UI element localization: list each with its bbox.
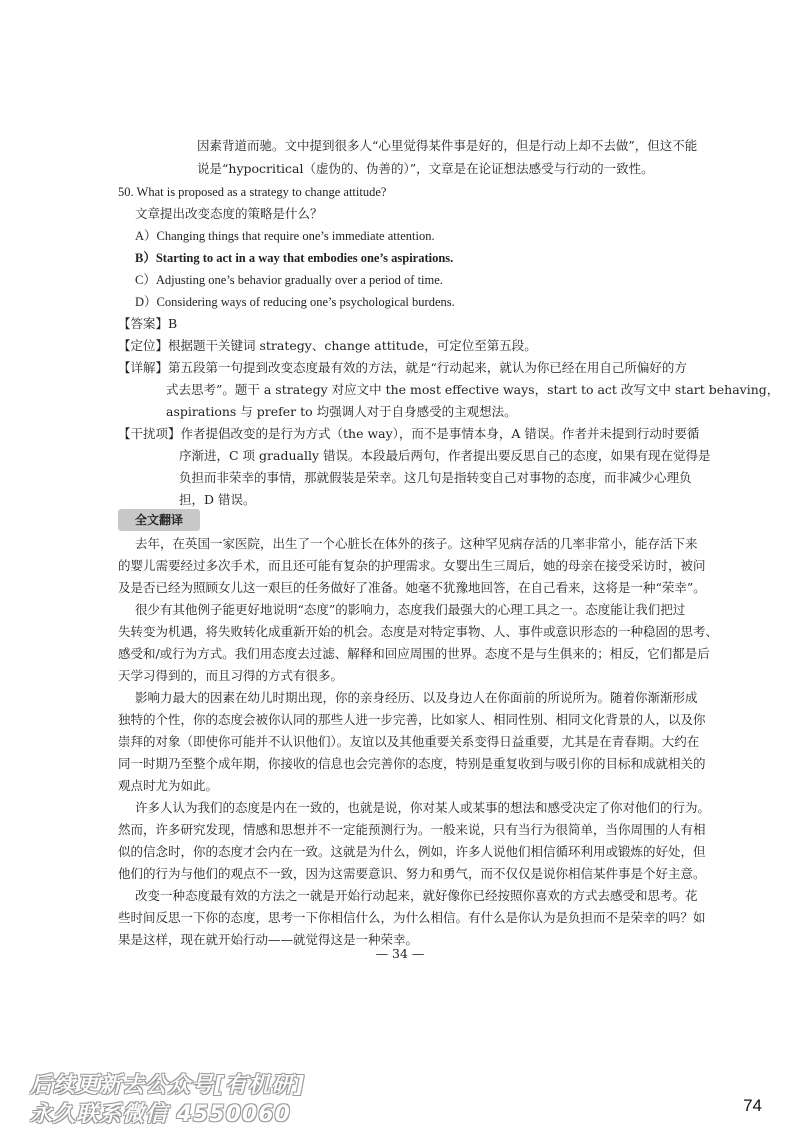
intro-line-1: 因素背道而驰。文中提到很多人“心里觉得某件事是好的，但是行动上却不去做”，但这不能 bbox=[197, 138, 698, 153]
translation-badge: 全文翻译 bbox=[118, 509, 200, 531]
translation-p1-line-1: 去年，在英国一家医院，出生了一个心脏长在体外的孩子。这种罕见病存活的几率非常小，能存活下来 bbox=[135, 536, 698, 551]
option-c: C）Adjusting one’s behavior gradually over a period of time. bbox=[135, 273, 443, 287]
translation-p3-line-4: 同一时期乃至整个成年期，你接收的信息也会完善你的态度，特别是重复收到与吸引你的目标和成就相关的 bbox=[118, 756, 706, 771]
detail-line-2: 式去思考”。题干 a strategy 对应文中 the most effective ways，start to act 改写文中 start behaving， bbox=[166, 382, 780, 397]
option-b: B）Starting to act in a way that embodies one’s aspirations. bbox=[135, 251, 454, 265]
corner-page-number: 74 bbox=[743, 1096, 762, 1115]
translation-p2-line-2: 失转变为机遇，将失败转化成重新开始的机会。态度是对特定事物、人、事件或意识形态的一种稳固的思考、 bbox=[118, 624, 719, 639]
translation-p4-line-2: 然而，许多研究发现，情感和思想并不一定能预测行为。一般来说，只有当行为很简单，当你周围的人有相 bbox=[118, 822, 706, 837]
answer-label: 【答案】B bbox=[118, 316, 178, 331]
page-number: — 34 — bbox=[375, 946, 425, 961]
distractor-line-2: 序渐进，C 项 gradually 错误。本段最后两句，作者提出要反思自己的态度，如果有现在觉得是 bbox=[179, 448, 711, 463]
translation-p4-line-3: 似的信念时，你的态度才会内在一致。这就是为什么，例如，许多人说他们相信循环利用或锻炼的好处，但 bbox=[118, 844, 706, 859]
translation-p3-line-3: 崇拜的对象（即使你可能并不认识他们）。友谊以及其他重要关系变得日益重要，尤其是在青春期。大约在 bbox=[118, 734, 700, 749]
question-stem-chinese: 文章提出改变态度的策略是什么？ bbox=[135, 206, 323, 221]
option-a: A）Changing things that require one’s immediate attention. bbox=[135, 229, 435, 243]
distractor-line-4: 担，D 错误。 bbox=[179, 492, 256, 507]
question-stem: 50. What is proposed as a strategy to change attitude? bbox=[118, 185, 387, 199]
locate-note: 【定位】根据题干关键词 strategy、change attitude，可定位至第五段。 bbox=[118, 338, 537, 353]
translation-p5-line-1: 改变一种态度最有效的方法之一就是开始行动起来，就好像你已经按照你喜欢的方式去感受和思考。花 bbox=[135, 888, 698, 903]
translation-p3-line-2: 独特的个性，你的态度会被你认同的那些人进一步完善，比如家人、相同性别、相同文化背景的人，以及你 bbox=[118, 712, 706, 727]
translation-p4-line-1: 许多人认为我们的态度是内在一致的，也就是说，你对某人或某事的想法和感受决定了你对他们的行为。 bbox=[135, 800, 711, 815]
translation-p1-line-3: 及是否已经为照顾女儿这一艰巨的任务做好了准备。她毫不犹豫地回答，在自己看来，这将是一种“荣幸”。 bbox=[118, 580, 706, 595]
translation-p2-line-3: 感受和/或行为方式。我们用态度去过滤、解释和回应周围的世界。态度不是与生俱来的；相反，它们都是后 bbox=[118, 646, 710, 661]
distractor-line-3: 负担而非荣幸的事情，那就假装是荣幸。这几句是指转变自己对事物的态度，而非减少心理负 bbox=[179, 470, 692, 485]
translation-p2-line-1: 很少有其他例子能更好地说明“态度”的影响力，态度我们最强大的心理工具之一。态度能让我们把过 bbox=[135, 602, 686, 617]
detail-line-3: aspirations 与 prefer to 均强调人对于自身感受的主观想法。 bbox=[166, 404, 517, 419]
translation-p5-line-2: 些时间反思一下你的态度，思考一下你相信什么，为什么相信。有什么是你认为是负担而不是荣幸的吗？如 bbox=[118, 910, 706, 925]
option-d: D）Considering ways of reducing one’s psychological burdens. bbox=[135, 295, 455, 309]
detail-line-1: 【详解】第五段第一句提到改变态度最有效的方法，就是“行动起来，就认为你已经在用自己所偏好的方 bbox=[118, 360, 687, 375]
watermark-line-1: 后续更新去公众号[有机研] bbox=[30, 1073, 306, 1098]
translation-p2-line-4: 天学习得到的，而且习得的方式有很多。 bbox=[118, 668, 344, 683]
watermark-line-2: 永久联系微信 4550060 bbox=[30, 1102, 291, 1127]
distractor-line-1: 【干扰项】作者提倡改变的是行为方式（the way），而不是事情本身，A 错误。作者并未提到行动时要循 bbox=[118, 426, 700, 441]
translation-p3-line-1: 影响力最大的因素在幼儿时期出现，你的亲身经历、以及身边人在你面前的所说所为。随着你渐渐形成 bbox=[135, 690, 698, 705]
translation-p3-line-5: 观点时尤为如此。 bbox=[118, 778, 219, 793]
translation-p4-line-4: 他们的行为与他们的观点不一致，因为这需要意识、努力和勇气，而不仅仅是说你相信某件事是个好主意。 bbox=[118, 866, 706, 881]
intro-line-2: 说是“hypocritical（虚伪的、伪善的）”，文章是在论证想法感受与行动的一致性。 bbox=[197, 161, 654, 176]
translation-p5-line-3: 果是这样，现在就开始行动——就觉得这是一种荣幸。 bbox=[118, 932, 419, 947]
translation-p1-line-2: 的婴儿需要经过多次手术，而且还可能有复杂的护理需求。女婴出生三周后，她的母亲在接受采访时，被问 bbox=[118, 558, 706, 573]
